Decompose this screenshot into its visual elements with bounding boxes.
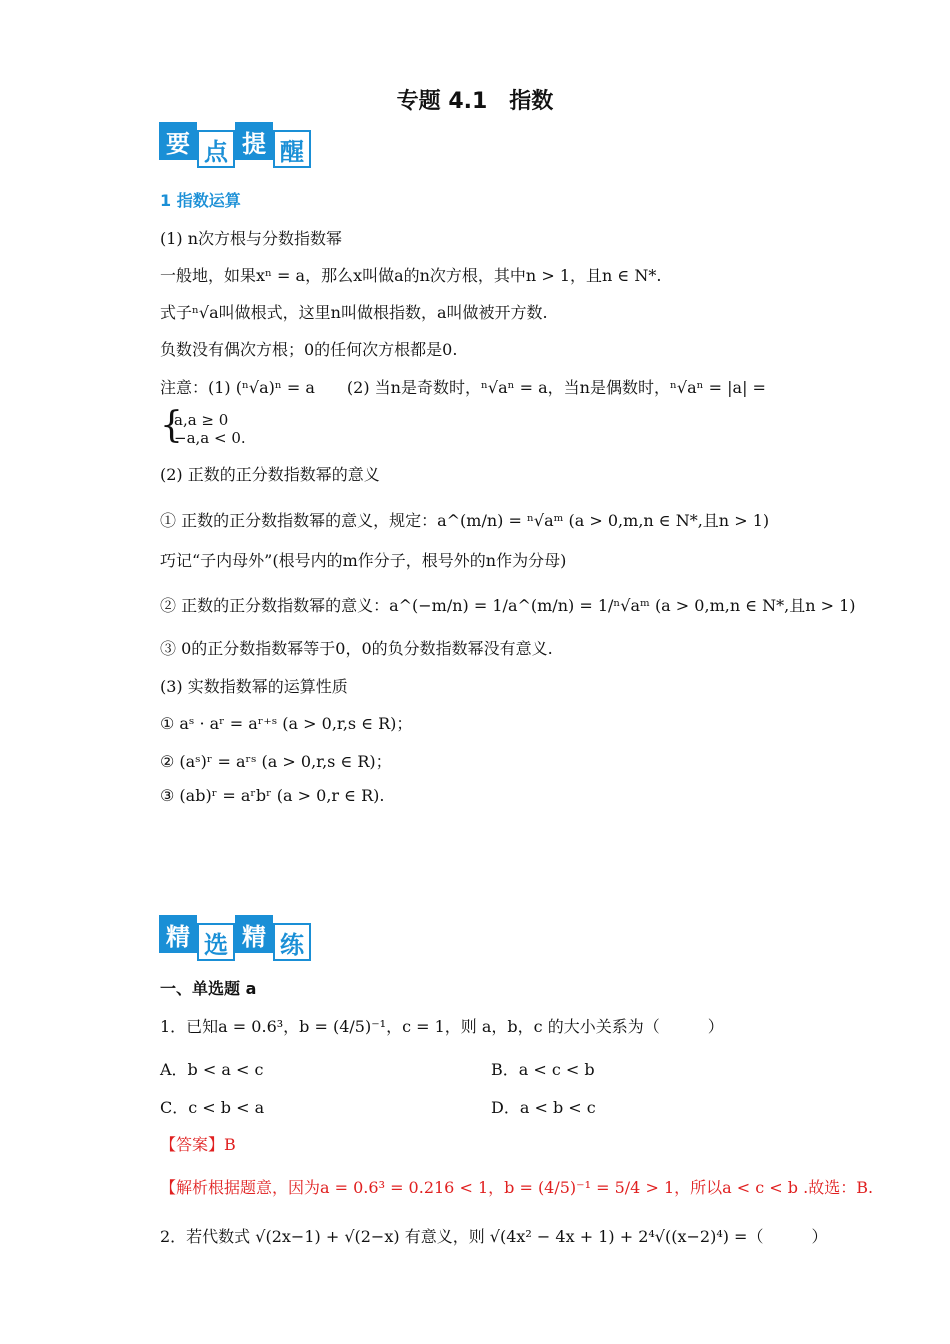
text-line: ③ 0的正分数指数幂等于0，0的负分数指数幂没有意义.: [160, 639, 553, 658]
text-line: (1) n次方根与分数指数幂: [160, 229, 343, 248]
badge-char: 点: [197, 130, 235, 168]
brace-case: −a,a < 0.: [174, 429, 246, 447]
text-line: 式子ⁿ√a叫做根式，这里n叫做根指数，a叫做被开方数.: [160, 303, 548, 322]
badge-char: 选: [197, 923, 235, 961]
text-line: ① 正数的正分数指数幂的意义，规定：a^(m/n) = ⁿ√aᵐ (a > 0,m,n ∈ N*,且n > 1): [160, 511, 770, 530]
text-line: 巧记“子内母外”(根号内的m作分子，根号外的n作为分母): [160, 551, 567, 570]
badge-char: 练: [273, 923, 311, 961]
badge-char: 要: [159, 122, 197, 160]
option-c: C．c < b < a: [160, 1098, 265, 1117]
practice-badge: [159, 915, 311, 961]
text-line: 一般地，如果xⁿ = a，那么x叫做a的n次方根，其中n > 1，且n ∈ N*.: [160, 266, 662, 285]
badge-char: 精: [235, 915, 273, 953]
brace-symbol: {: [160, 405, 183, 446]
text-line: (3) 实数指数幂的运算性质: [160, 677, 348, 696]
part-heading: 一、单选题 a: [160, 979, 257, 998]
text-line: ② (aˢ)ʳ = aʳˢ (a > 0,r,s ∈ R)；: [160, 752, 392, 771]
text-line: 注意：(1) (ⁿ√a)ⁿ = a (2) 当n是奇数时，ⁿ√aⁿ = a，当n是偶数时，ⁿ√aⁿ = |a| =: [160, 378, 766, 397]
answer-text: 【答案】B: [160, 1135, 236, 1154]
page-title: 专题 4.1 指数: [396, 89, 554, 114]
section-heading: 1 指数运算: [160, 191, 241, 210]
analysis-text: 【解析根据题意，因为a = 0.6³ = 0.216 < 1，b = (4/5)⁻¹ = 5/4 > 1，所以a < c < b .故选：B.: [160, 1178, 874, 1197]
question-stem: 1．已知a = 0.6³，b = (4/5)⁻¹，c = 1，则 a，b，c 的大小关系为（ ）: [160, 1017, 724, 1036]
option-b: B．a < c < b: [491, 1060, 595, 1079]
text-line: (2) 正数的正分数指数幂的意义: [160, 465, 380, 484]
key-points-badge: [159, 122, 311, 168]
badge-char: 醒: [273, 130, 311, 168]
option-a: A．b < a < c: [160, 1060, 264, 1079]
text-line: ③ (ab)ʳ = aʳbʳ (a > 0,r ∈ R).: [160, 786, 385, 805]
text-line: ① aˢ · aʳ = aʳ⁺ˢ (a > 0,r,s ∈ R)；: [160, 714, 413, 733]
text-line: ② 正数的正分数指数幂的意义：a^(−m/n) = 1/a^(m/n) = 1/ⁿ√aᵐ (a > 0,m,n ∈ N*,且n > 1): [160, 596, 856, 615]
option-d: D．a < b < c: [491, 1098, 596, 1117]
badge-char: 精: [159, 915, 197, 953]
badge-char: 提: [235, 122, 273, 160]
question-stem: 2．若代数式 √(2x−1) + √(2−x) 有意义，则 √(4x² − 4x + 1) + 2⁴√((x−2)⁴) =（ ）: [160, 1227, 828, 1246]
text-line: 负数没有偶次方根；0的任何次方根都是0.: [160, 340, 458, 359]
brace-case: a,a ≥ 0: [174, 411, 229, 429]
